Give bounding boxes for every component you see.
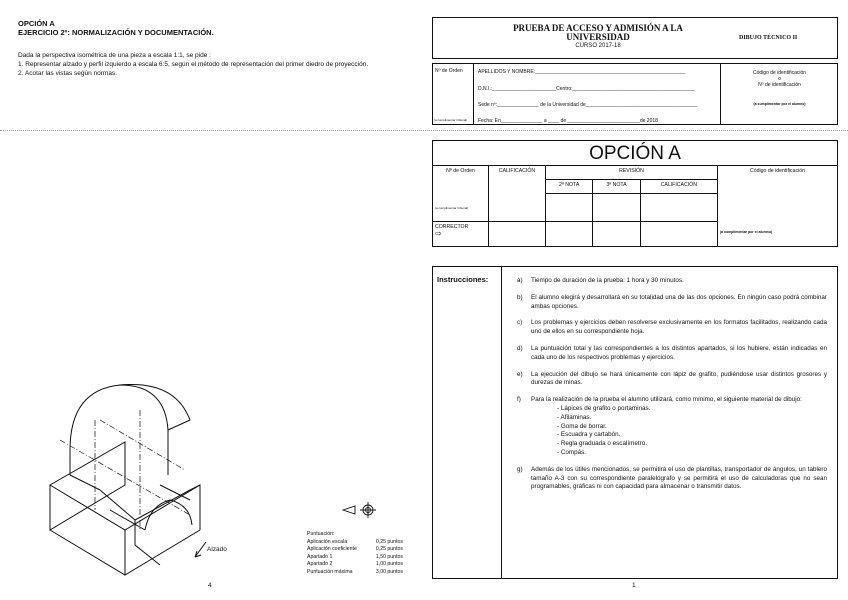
scoring-title: Puntuación: xyxy=(307,531,335,537)
materials-list: - Lápices de grafito o portaminas. - Afilaminas. - Goma de borrar. - Escuadra y cartabón. - Regla graduada o escalímetro. - Compás. xyxy=(557,404,651,456)
instructions-list xyxy=(517,277,827,500)
instruction-item: b) El alumno elegirá y desarrollará en su totalidad una de las dos opciones. En ningún caso podrá combinar ambas opciones. xyxy=(517,293,827,310)
fold-line xyxy=(0,130,848,131)
scoring-table xyxy=(307,531,403,577)
scoring-row: Puntuación máxima 3,00 puntos xyxy=(307,568,403,575)
first-angle-projection-icon xyxy=(341,501,383,519)
exam-title: PRUEBA DE ACCESO Y ADMISIÓN A LA UNIVERSIDAD CURSO 2017-18 xyxy=(513,23,683,49)
option-heading: OPCIÓN A xyxy=(18,19,55,28)
instruction-item: c) Los problemas y ejercicios deben resolverse exclusivamente en los formatos facilitados, realizando cada uno de ellos en su correspondiente hoja. xyxy=(517,319,827,336)
option-banner: OPCIÓN A xyxy=(432,140,838,166)
isometric-drawing xyxy=(40,380,260,580)
statement-item: 2. Acotar las vistas según normas. xyxy=(18,70,117,77)
statement-item: 1. Representar alzado y perfil izquierdo a escala 6:5, según el método de representación del primer diedro de proyección. xyxy=(18,61,369,68)
instruction-item: d) La puntuación total y las correspondientes a los distintos apartados, si los hubiere, están indicadas en cada uno de los respectivos problemas y ejercicios. xyxy=(517,344,827,361)
instructions-box xyxy=(432,266,838,579)
alzado-label: Alzado xyxy=(207,546,227,553)
instruction-item: g) Además de los útiles mencionados, se permitirá el uso de plantillas, transportador de ángulos, un tablero tamaño A-3 con su correspondiente paralelógrafo y se permitirá el uso de calculadoras que no sean programables, gráficas ni con capacidad para almacenar o transmitir datos. xyxy=(517,465,827,491)
instruction-item: e) La ejecución del dibujo se hará únicamente con lápiz de grafito, pudiéndose usar distintos grosores y durezas de minas. xyxy=(517,370,827,387)
grading-table: Nº de Orden (a cumplimentar tribunal) CALIFICACIÓN REVISIÓN Código de identificación (a cumplimentar por el alumno) 2ª NOTA 3ª NOTA CALIFICACIÓN CORRECTOR ⇨ xyxy=(432,165,838,247)
page-number: 4 xyxy=(208,582,212,589)
scoring-row: Aplicación escala 0,25 puntos xyxy=(307,538,403,545)
exam-header xyxy=(432,17,838,59)
arrow-icon xyxy=(193,541,207,559)
scoring-row: Aplicación coeficiente 0,25 puntos xyxy=(307,546,403,553)
scoring-row: Apartado 1 1,50 puntos xyxy=(307,553,403,560)
exercise-statement xyxy=(18,51,418,78)
instruction-item: a) Tiempo de duración de la prueba: 1 hora y 30 minutos. xyxy=(517,277,684,284)
instruction-item: f) Para la realización de la prueba el alumno utilizará, como mínimo, el siguiente material de dibujo: xyxy=(517,396,802,404)
subject-label: DIBUJO TÉCNICO II xyxy=(739,35,798,41)
page-number: 1 xyxy=(632,582,636,589)
instructions-label: Instrucciones: xyxy=(437,275,489,284)
scoring-row: Apartado 2 1,00 puntos xyxy=(307,561,403,568)
exercise-heading: EJERCICIO 2º: NORMALIZACIÓN Y DOCUMENTACIÓN. xyxy=(18,28,214,37)
student-data-box: Nº de Orden (a cumplimentar tribunal) APELLIDOS Y NOMBRE:______________________________________________________ D.N.I.:_______________________Centro:____________________________________________ Sede nº:_______________ de la Universidad de________________________________________ Fecha: En_______________ a ____ de __________________________de 2018 Código de identificación o Nº de identificación (a cumplimentar por el alumno) xyxy=(432,63,838,125)
intro-text: Dada la perspectiva isométrica de una pieza a escala 1:1, se pide : xyxy=(18,52,211,59)
